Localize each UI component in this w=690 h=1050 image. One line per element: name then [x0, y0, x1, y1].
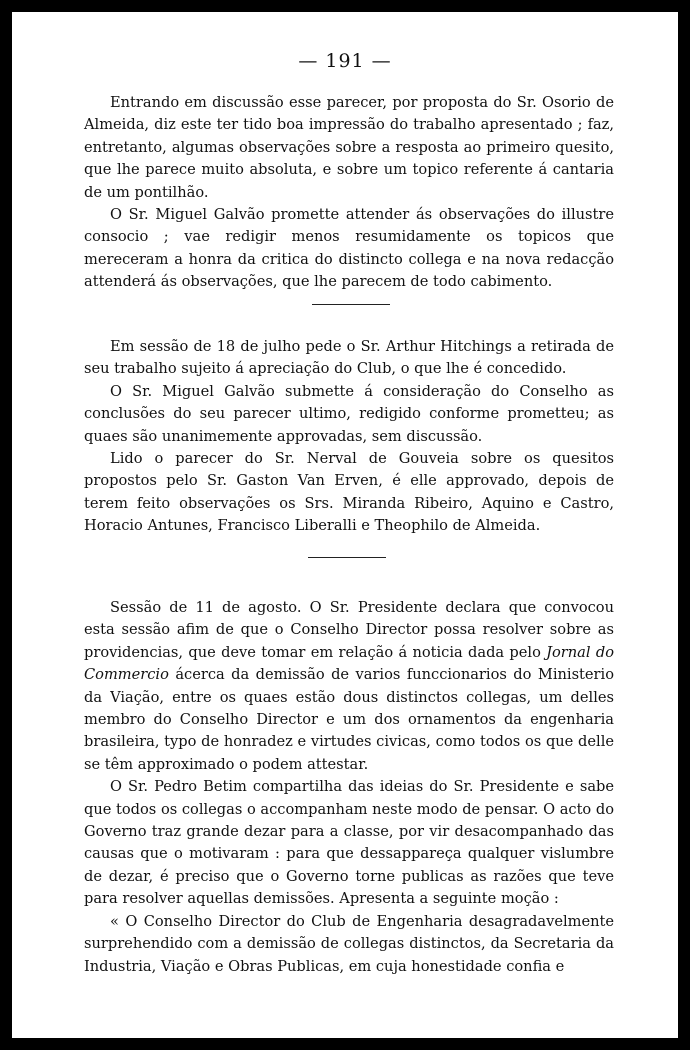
paragraph: O Sr. Miguel Galvão submette á consideração do Conselho as conclusões do seu parecer ultimo, redigido conforme prometteu; as quaes são unanimemente approvadas, sem discussão.	[84, 382, 614, 445]
document-page	[12, 12, 678, 1038]
paragraph: Lido o parecer do Sr. Nerval de Gouveia sobre os quesitos propostos pelo Sr. Gaston Van Erven, é elle approvado, depois de terem feito observações os Srs. Miranda Ribeiro, Aquino e Castro, Horacio Antunes, Francisco Liberalli e Theophilo de Almeida.	[84, 450, 614, 535]
section-osorio-discussion	[84, 92, 614, 294]
paragraph: Em sessão de 18 de julho pede o Sr. Arthur Hitchings a retirada de seu trabalho sujeito á apreciação do Club, o que lhe é concedido.	[84, 338, 614, 378]
journal-title: Jornal do Commercio	[84, 643, 614, 684]
section-august-session	[84, 597, 614, 978]
page-number: — 191 —	[298, 50, 392, 72]
section-july-session	[84, 336, 614, 538]
section-divider	[312, 304, 390, 305]
paragraph: « O Conselho Director do Club de Engenharia desagradavelmente surprehendido com a demissão de collegas distinctos, da Secretaria da Industria, Viação e Obras Publicas, em cuja honestidade confia e	[84, 912, 614, 975]
section-divider	[308, 557, 386, 558]
paragraph: O Sr. Pedro Betim compartilha das ideias do Sr. Presidente e sabe que todos os collegas o accompanham neste modo de pensar. O acto do Governo traz grande dezar para a classe, por vir desacompanhado das causas que o motivaram : para que dessappareça qualquer vislumbre de dezar, é preciso que o Governo torne publicas as razões que teve para resolver aquellas demissões. Apresenta a seguinte moção :	[84, 778, 614, 908]
paragraph: Entrando em discussão esse parecer, por proposta do Sr. Osorio de Almeida, diz este ter tido boa impressão do trabalho apresentado ; faz, entretanto, algumas observações sobre a resposta ao primeiro quesito, que lhe parece muito absoluta, e sobre um topico referente á cantaria de um pontilhão.	[84, 94, 614, 201]
paragraph	[84, 597, 614, 776]
text-run: Sessão de 11 de agosto. O Sr. Presidente declara que convocou esta sessão afim de que o Conselho Director possa resolver sobre as providencias, que deve tomar em relação á noticia dada pelo	[84, 599, 614, 661]
text-run: ácerca da demissão de varios funccionarios do Ministerio da Viação, entre os quaes estão dous distinctos collegas, um delles membro do Conselho Director e um dos ornamentos da engenharia brasileira, typo de honradez e virtudes civicas, como todos os que delle se têm approximado o podem attestar.	[84, 666, 614, 773]
paragraph: O Sr. Miguel Galvão promette attender ás observações do illustre consocio ; vae redigir menos resumidamente os topicos que mereceram a honra da critica do distincto collega e na nova redacção attenderá ás observações, que lhe parecem de todo cabimento.	[84, 206, 614, 291]
